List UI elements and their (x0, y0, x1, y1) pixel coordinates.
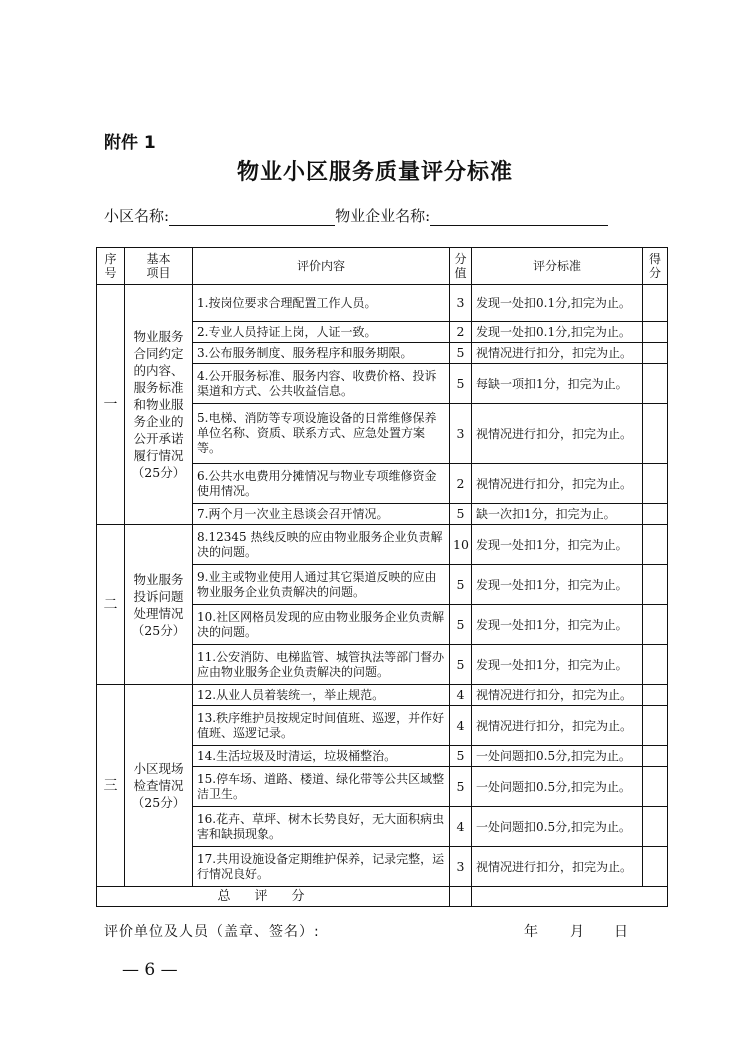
item-standard: 每缺一项扣1分，扣完为止。 (472, 364, 643, 404)
item-content: 13.秩序维护员按规定时间值班、巡逻，并作好值班、巡逻记录。 (193, 706, 450, 746)
total-label: 总评分 (97, 887, 450, 907)
item-points: 3 (450, 404, 472, 464)
item-content: 9.业主或物业使用人通过其它渠道反映的应由物业服务企业负责解决的问题。 (193, 565, 450, 605)
header-fields (104, 205, 608, 226)
item-points: 2 (450, 322, 472, 343)
item-content: 1.按岗位要求合理配置工作人员。 (193, 285, 450, 322)
item-standard: 视情况进行扣分，扣完为止。 (472, 706, 643, 746)
item-score-cell[interactable] (643, 364, 668, 404)
item-score-cell[interactable] (643, 464, 668, 504)
table-row (97, 685, 668, 706)
item-content: 6.公共水电费用分摊情况与物业专项维修资金使用情况。 (193, 464, 450, 504)
item-standard: 视情况进行扣分，扣完为止。 (472, 685, 643, 706)
item-points: 5 (450, 565, 472, 605)
header-content: 评价内容 (193, 248, 450, 285)
item-points: 4 (450, 706, 472, 746)
group-seq: 一 (97, 285, 125, 525)
item-score-cell[interactable] (643, 706, 668, 746)
item-score-cell[interactable] (643, 565, 668, 605)
item-content: 2.专业人员持证上岗，人证一致。 (193, 322, 450, 343)
header-basic: 基本 项目 (125, 248, 193, 285)
item-standard: 发现一处扣1分，扣完为止。 (472, 605, 643, 645)
group-seq: 二 (97, 525, 125, 685)
item-standard: 视情况进行扣分，扣完为止。 (472, 404, 643, 464)
header-score: 得 分 (643, 248, 668, 285)
item-points: 5 (450, 364, 472, 404)
item-standard: 发现一处扣1分，扣完为止。 (472, 565, 643, 605)
item-standard: 发现一处扣0.1分,扣完为止。 (472, 285, 643, 322)
item-score-cell[interactable] (643, 645, 668, 685)
item-score-cell[interactable] (643, 285, 668, 322)
header-points: 分 值 (450, 248, 472, 285)
item-standard: 发现一处扣1分，扣完为止。 (472, 645, 643, 685)
item-points: 5 (450, 504, 472, 525)
score-table (96, 247, 668, 907)
item-content: 8.12345 热线反映的应由物业服务企业负责解决的问题。 (193, 525, 450, 565)
item-content: 14.生活垃圾及时清运，垃圾桶整治。 (193, 746, 450, 767)
item-points: 2 (450, 464, 472, 504)
group-seq: 三 (97, 685, 125, 887)
item-content: 3.公布服务制度、服务程序和服务期限。 (193, 343, 450, 364)
item-standard: 视情况进行扣分，扣完为止。 (472, 343, 643, 364)
item-content: 15.停车场、道路、楼道、绿化带等公共区域整洁卫生。 (193, 767, 450, 807)
total-points-cell (450, 887, 472, 907)
header-standard: 评分标准 (472, 248, 643, 285)
item-points: 5 (450, 767, 472, 807)
community-name-field[interactable] (169, 209, 335, 226)
group-category: 物业服务合同约定的内容、服务标准和物业服务企业的公开承诺履行情况（25分） (125, 285, 193, 525)
date-month-label: 月 (570, 924, 584, 940)
item-points: 5 (450, 645, 472, 685)
item-points: 4 (450, 807, 472, 847)
company-name-label: 物业企业名称: (335, 207, 431, 225)
table-row (97, 285, 668, 322)
item-standard: 发现一处扣1分，扣完为止。 (472, 525, 643, 565)
total-row (97, 887, 668, 907)
total-score-cell[interactable] (472, 887, 668, 907)
item-content: 11.公安消防、电梯监管、城管执法等部门督办应由物业服务企业负责解决的问题。 (193, 645, 450, 685)
item-score-cell[interactable] (643, 504, 668, 525)
item-score-cell[interactable] (643, 404, 668, 464)
table-row (97, 525, 668, 565)
item-content: 5.电梯、消防等专项设施设备的日常维修保养单位名称、资质、联系方式、应急处置方案等。 (193, 404, 450, 464)
item-score-cell[interactable] (643, 322, 668, 343)
item-score-cell[interactable] (643, 685, 668, 706)
item-score-cell[interactable] (643, 525, 668, 565)
table-header-row (97, 248, 668, 285)
date-year-label: 年 (524, 924, 538, 940)
community-name-label: 小区名称: (104, 207, 170, 225)
item-score-cell[interactable] (643, 343, 668, 364)
group-category: 物业服务投诉问题处理情况（25分） (125, 525, 193, 685)
item-standard: 视情况进行扣分，扣完为止。 (472, 464, 643, 504)
page-number: — 6 — (122, 960, 178, 980)
header-seq: 序 号 (97, 248, 125, 285)
item-points: 3 (450, 285, 472, 322)
item-content: 10.社区网格员发现的应由物业服务企业负责解决的问题。 (193, 605, 450, 645)
item-standard: 一处问题扣0.5分,扣完为止。 (472, 807, 643, 847)
item-points: 4 (450, 685, 472, 706)
item-standard: 发现一处扣0.1分,扣完为止。 (472, 322, 643, 343)
item-content: 17.共用设施设备定期维护保养，记录完整，运行情况良好。 (193, 847, 450, 887)
company-name-field[interactable] (430, 209, 608, 226)
item-standard: 一处问题扣0.5分,扣完为止。 (472, 746, 643, 767)
item-standard: 一处问题扣0.5分,扣完为止。 (472, 767, 643, 807)
item-points: 10 (450, 525, 472, 565)
item-score-cell[interactable] (643, 847, 668, 887)
attachment-label: 附件 1 (104, 133, 156, 153)
item-score-cell[interactable] (643, 807, 668, 847)
item-points: 5 (450, 605, 472, 645)
evaluator-label: 评价单位及人员（盖章、签名）: (104, 924, 320, 940)
item-points: 5 (450, 343, 472, 364)
page-title: 物业小区服务质量评分标准 (236, 159, 513, 185)
date-day-label: 日 (614, 924, 628, 940)
item-score-cell[interactable] (643, 767, 668, 807)
item-content: 12.从业人员着装统一，举止规范。 (193, 685, 450, 706)
item-content: 16.花卉、草坪、树木长势良好，无大面积病虫害和缺损现象。 (193, 807, 450, 847)
item-points: 5 (450, 746, 472, 767)
item-standard: 缺一次扣1分，扣完为止。 (472, 504, 643, 525)
item-content: 4.公开服务标准、服务内容、收费价格、投诉渠道和方式、公共收益信息。 (193, 364, 450, 404)
group-category: 小区现场检查情况（25分） (125, 685, 193, 887)
item-score-cell[interactable] (643, 605, 668, 645)
item-points: 3 (450, 847, 472, 887)
item-standard: 视情况进行扣分，扣完为止。 (472, 847, 643, 887)
item-score-cell[interactable] (643, 746, 668, 767)
item-content: 7.两个月一次业主恳谈会召开情况。 (193, 504, 450, 525)
